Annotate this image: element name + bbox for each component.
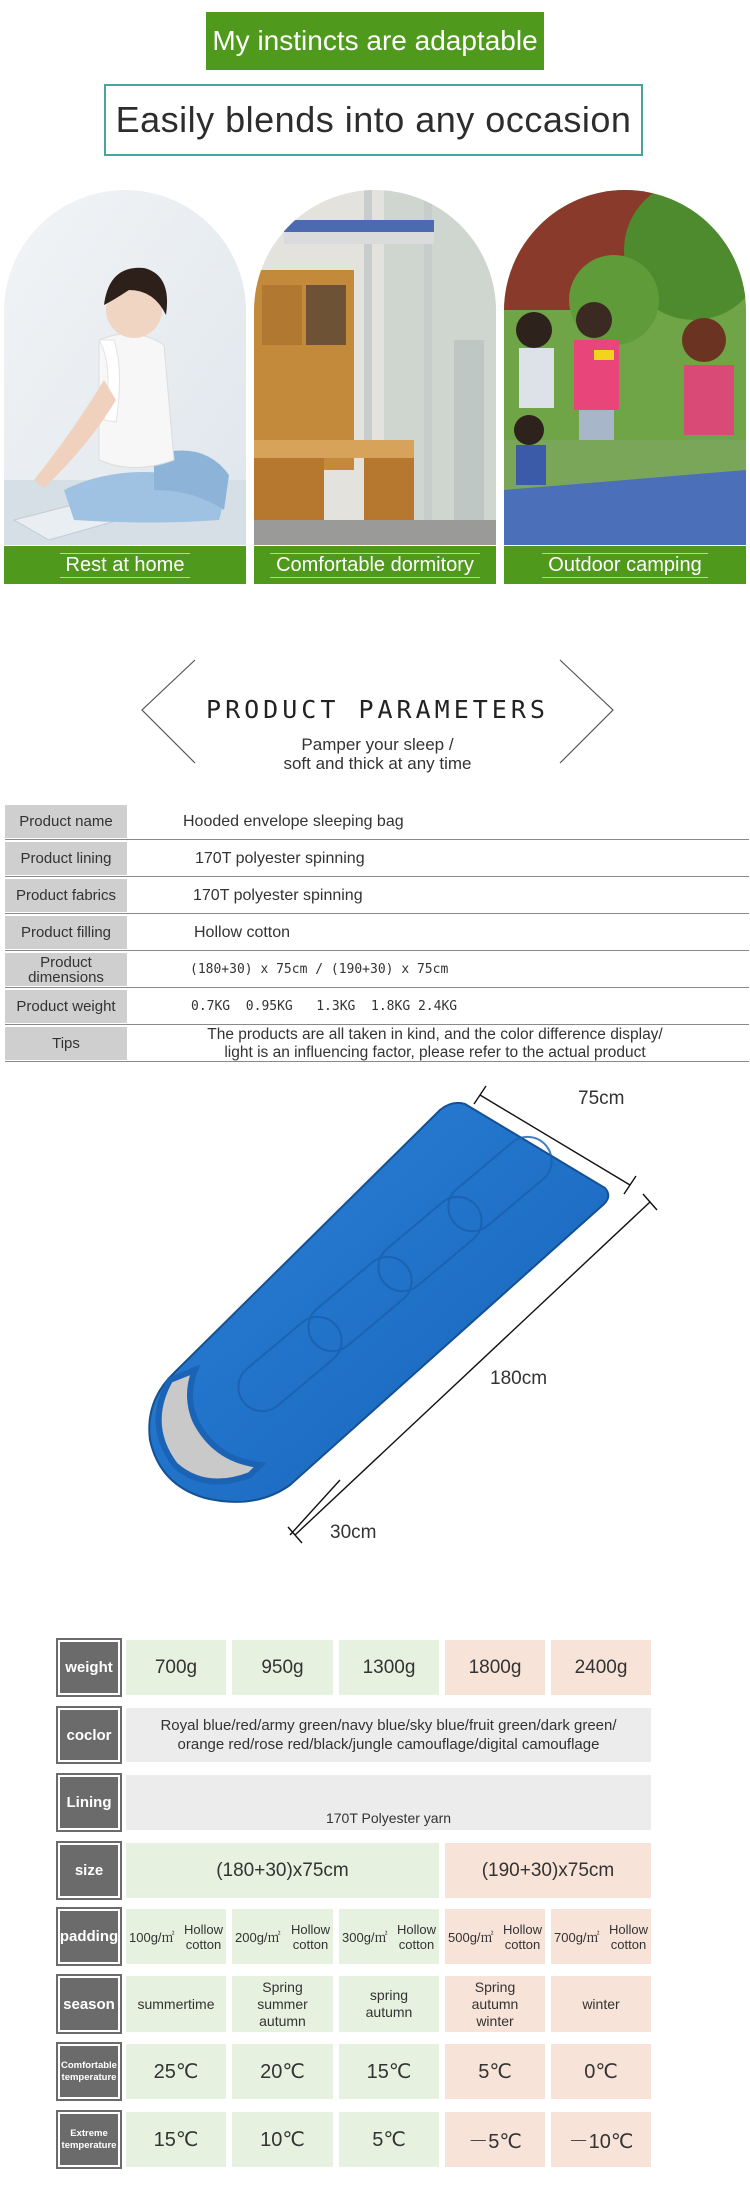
spec-cell: 25℃ — [126, 2044, 226, 2099]
spec-row-weight — [58, 1640, 651, 1695]
spec-cell: (190+30)x75cm — [445, 1843, 651, 1898]
spec-cell: spring autumn — [339, 1976, 439, 2032]
param-key: Product fabrics — [5, 879, 127, 912]
spec-cell: 950g — [232, 1640, 333, 1695]
param-value: 170T polyester spinning — [193, 886, 363, 904]
tagline-banner — [206, 12, 544, 70]
spec-key: padding — [58, 1909, 120, 1964]
sleeping-bag-image — [0, 1080, 750, 1580]
spec-row-padding — [58, 1909, 651, 1964]
spec-key: weight — [58, 1640, 120, 1695]
spec-cell: 700g/㎡ Hollow cotton — [551, 1909, 651, 1964]
spec-cell: Royal blue/red/army green/navy blue/sky blue/fruit green/dark green/ orange red/rose red/black/jungle camouflage/digital camouflage — [126, 1708, 651, 1762]
spec-cell: (180+30)x75cm — [126, 1843, 439, 1898]
home-photo — [4, 190, 246, 545]
param-row — [5, 803, 749, 840]
spec-cell: Spring summer autumn — [232, 1976, 333, 2032]
param-value: 170T polyester spinning — [195, 849, 365, 867]
param-key: Product dimensions — [5, 953, 127, 986]
param-key: Tips — [5, 1027, 127, 1060]
spec-row-comfortable — [58, 2044, 651, 2099]
headline-banner — [104, 84, 643, 156]
spec-cell: 10℃ — [232, 2112, 333, 2167]
spec-cell: 200g/㎡ Hollow cotton — [232, 1909, 333, 1964]
spec-cell: 300g/㎡ Hollow cotton — [339, 1909, 439, 1964]
spec-key: Lining — [58, 1775, 120, 1830]
occasion-card-dormitory — [254, 190, 496, 585]
param-key: Product filling — [5, 916, 127, 949]
spec-key: Comfortable temperature — [58, 2044, 120, 2099]
spec-cell: －10℃ — [551, 2112, 651, 2167]
spec-key: Extreme temperature — [58, 2112, 120, 2167]
hood-dimension-label: 30cm — [330, 1522, 377, 1543]
occasion-label-home: Rest at home — [4, 546, 246, 584]
spec-cell: 5℃ — [445, 2044, 545, 2099]
spec-row-extreme — [58, 2112, 651, 2167]
dormitory-photo — [254, 190, 496, 545]
param-row — [5, 1025, 749, 1062]
param-value: Hollow cotton — [194, 923, 291, 941]
headline-text: Easily blends into any occasion — [115, 99, 632, 140]
spec-row-size — [58, 1843, 651, 1898]
parameters-table — [5, 803, 749, 1062]
spec-cell: winter — [551, 1976, 651, 2032]
param-value: 0.7KG 0.95KG 1.3KG 1.8KG 2.4KG — [191, 999, 458, 1014]
parameters-subtitle: Pamper your sleep / soft and thick at any time — [283, 735, 472, 773]
param-key: Product name — [5, 805, 127, 838]
param-row — [5, 914, 749, 951]
parameters-title: PRODUCT PARAMETERS — [206, 695, 549, 724]
spec-cell: 2400g — [551, 1640, 651, 1695]
param-value: The products are all taken in kind, and the color difference display/ light is an influencing factor, please refer to the actual product — [207, 1025, 663, 1061]
spec-cell: 1800g — [445, 1640, 545, 1695]
spec-key: coclor — [58, 1708, 120, 1762]
spec-cell: 100g/㎡ Hollow cotton — [126, 1909, 226, 1964]
spec-key: season — [58, 1976, 120, 2032]
spec-cell: 500g/㎡ Hollow cotton — [445, 1909, 545, 1964]
param-key: Product lining — [5, 842, 127, 875]
tagline-text: My instincts are adaptable — [212, 25, 538, 56]
param-row — [5, 840, 749, 877]
spec-cell: 170T Polyester yarn — [126, 1775, 651, 1830]
occasion-label-dormitory: Comfortable dormitory — [254, 546, 496, 584]
spec-cell: 0℃ — [551, 2044, 651, 2099]
length-dimension-label: 180cm — [490, 1368, 548, 1389]
parameters-heading — [140, 655, 615, 773]
spec-cell: 15℃ — [339, 2044, 439, 2099]
sleeping-bag-illustration — [0, 1080, 750, 1580]
occasion-card-camping — [504, 190, 746, 585]
param-value: Hooded envelope sleeping bag — [183, 812, 404, 830]
param-value: (180+30) x 75cm / (190+30) x 75cm — [190, 962, 449, 977]
spec-cell: 1300g — [339, 1640, 439, 1695]
param-row — [5, 988, 749, 1025]
width-dimension-label: 75cm — [578, 1088, 625, 1109]
param-row — [5, 951, 749, 988]
spec-row-lining — [58, 1775, 651, 1830]
spec-row-color — [58, 1708, 651, 1762]
spec-cell: 700g — [126, 1640, 226, 1695]
spec-cell: summertime — [126, 1976, 226, 2032]
occasion-label-camping: Outdoor camping — [504, 546, 746, 584]
spec-cell: Spring autumn winter — [445, 1976, 545, 2032]
spec-key: size — [58, 1843, 120, 1898]
param-key: Product weight — [5, 990, 127, 1023]
spec-cell: 20℃ — [232, 2044, 333, 2099]
occasion-card-home — [4, 190, 246, 585]
spec-cell: 5℃ — [339, 2112, 439, 2167]
param-row — [5, 877, 749, 914]
camping-photo — [504, 190, 746, 545]
spec-row-season — [58, 1976, 651, 2032]
spec-cell: 15℃ — [126, 2112, 226, 2167]
spec-cell: －5℃ — [445, 2112, 545, 2167]
